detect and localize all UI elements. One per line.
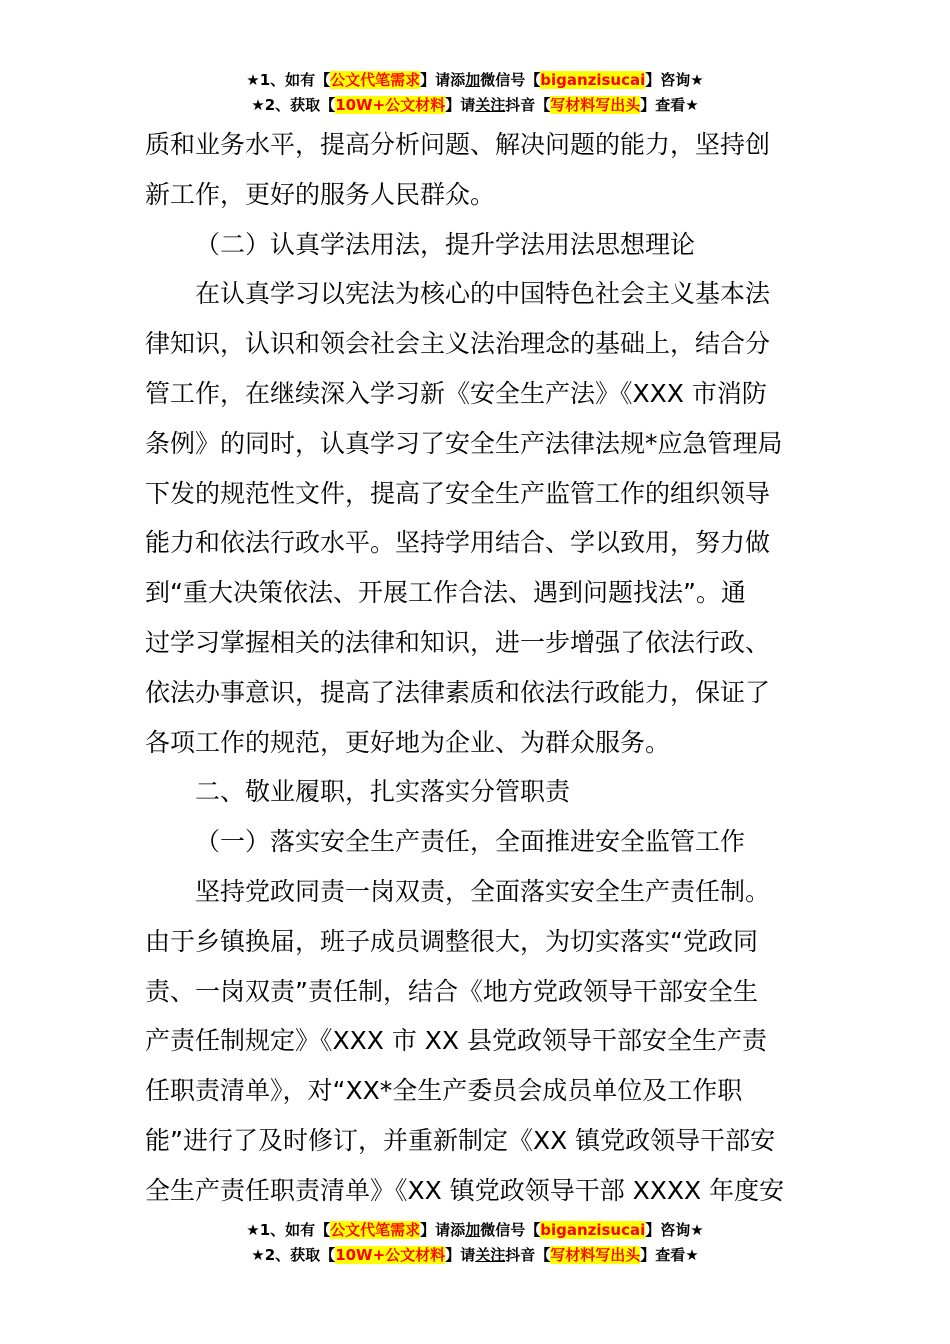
banner-text: 】请 <box>445 1246 476 1264</box>
section-heading: （一）落实安全生产责任，全面推进安全监管工作 <box>195 827 746 857</box>
banner-text: 抖音【 <box>505 1246 551 1264</box>
banner-text: 】咨询★ <box>645 1221 704 1239</box>
text-line: 坚持党政同责一岗双责，全面落实安全生产责任制。 <box>195 876 771 906</box>
banner-underline: 关注 <box>475 96 506 114</box>
section-heading: （二）认真学法用法，提升学法用法思想理论 <box>195 229 696 259</box>
text-line: 条例》的同时，认真学习了安全生产法律法规*应急管理局 <box>145 428 783 458</box>
text-line: 全生产责任职责清单》《XX 镇党政领导干部 XXXX 年度安 <box>145 1175 785 1205</box>
banner-highlight: 公文代笔需求 <box>330 1221 421 1239</box>
banner-line-1 <box>0 1218 950 1243</box>
banner-text: 】请添 <box>420 1221 466 1239</box>
banner-text: ★2、获取【 <box>251 1246 336 1264</box>
text-line: 各项工作的规范，更好地为企业、为群众服务。 <box>145 727 671 757</box>
banner-text: ★1、如有【 <box>246 1221 331 1239</box>
text-line: 能力和依法行政水平。坚持学用结合、学以致用，努力做 <box>145 528 771 558</box>
banner-text: 】查看★ <box>640 1246 699 1264</box>
banner-text: ★2、获取【 <box>251 96 336 114</box>
text-line: 过学习掌握相关的法律和知识，进一步增强了依法行政、 <box>145 627 771 657</box>
banner-highlight: 写材料写出头 <box>550 96 641 114</box>
banner-highlight: biganzisucai <box>540 71 646 89</box>
banner-underline: 加 <box>465 71 481 89</box>
text-line: 下发的规范性文件，提高了安全生产监管工作的组织领导 <box>145 478 771 508</box>
banner-underline: 关注 <box>475 1246 506 1264</box>
text-line: 在认真学习以宪法为核心的中国特色社会主义基本法 <box>195 279 771 309</box>
text-line: 产责任制规定》《XXX 市 XX 县党政领导干部安全生产责 <box>145 1026 767 1056</box>
text-line: 依法办事意识，提高了法律素质和依法行政能力，保证了 <box>145 677 771 707</box>
banner-text: 微信号【 <box>480 1221 541 1239</box>
banner-highlight: 10W+公文材料 <box>335 1246 446 1264</box>
text-line: 质和业务水平，提高分析问题、解决问题的能力，坚持创 <box>145 130 771 159</box>
text-line: 能”进行了及时修订，并重新制定《XX 镇党政领导干部安 <box>145 1125 776 1155</box>
banner-line-2 <box>0 1243 950 1268</box>
text-line: 到“重大决策依法、开展工作合法、遇到问题找法”。通 <box>145 578 746 608</box>
text-line: 责、一岗双责”责任制，结合《地方党政领导干部安全生 <box>145 976 758 1006</box>
banner-text: 】查看★ <box>640 96 699 114</box>
section-heading: 二、敬业履职，扎实落实分管职责 <box>195 777 571 807</box>
banner-highlight: 公文代笔需求 <box>330 71 421 89</box>
banner-text: 微信号【 <box>480 71 541 89</box>
banner-text: 抖音【 <box>505 96 551 114</box>
text-line: 律知识，认识和领会社会主义法治理念的基础上，结合分 <box>145 329 771 359</box>
text-line: 任职责清单》，对“XX*全生产委员会成员单位及工作职 <box>145 1076 743 1106</box>
text-line: 新工作，更好的服务人民群众。 <box>145 179 496 209</box>
banner-underline: 加 <box>465 1221 481 1239</box>
banner-line-1 <box>0 68 950 93</box>
text-line: 管工作，在继续深入学习新《安全生产法》《XXX 市消防 <box>145 378 767 408</box>
banner-highlight: 写材料写出头 <box>550 1246 641 1264</box>
banner-highlight: 10W+公文材料 <box>335 96 446 114</box>
banner-line-2 <box>0 93 950 118</box>
banner-text: 】请添 <box>420 71 466 89</box>
header-banner <box>0 68 950 118</box>
banner-text: ★1、如有【 <box>246 71 331 89</box>
banner-highlight: biganzisucai <box>540 1221 646 1239</box>
document-body <box>145 120 810 1216</box>
banner-text: 】咨询★ <box>645 71 704 89</box>
banner-text: 】请 <box>445 96 476 114</box>
footer-banner <box>0 1218 950 1268</box>
text-line: 由于乡镇换届，班子成员调整很大，为切实落实“党政同 <box>145 926 758 956</box>
